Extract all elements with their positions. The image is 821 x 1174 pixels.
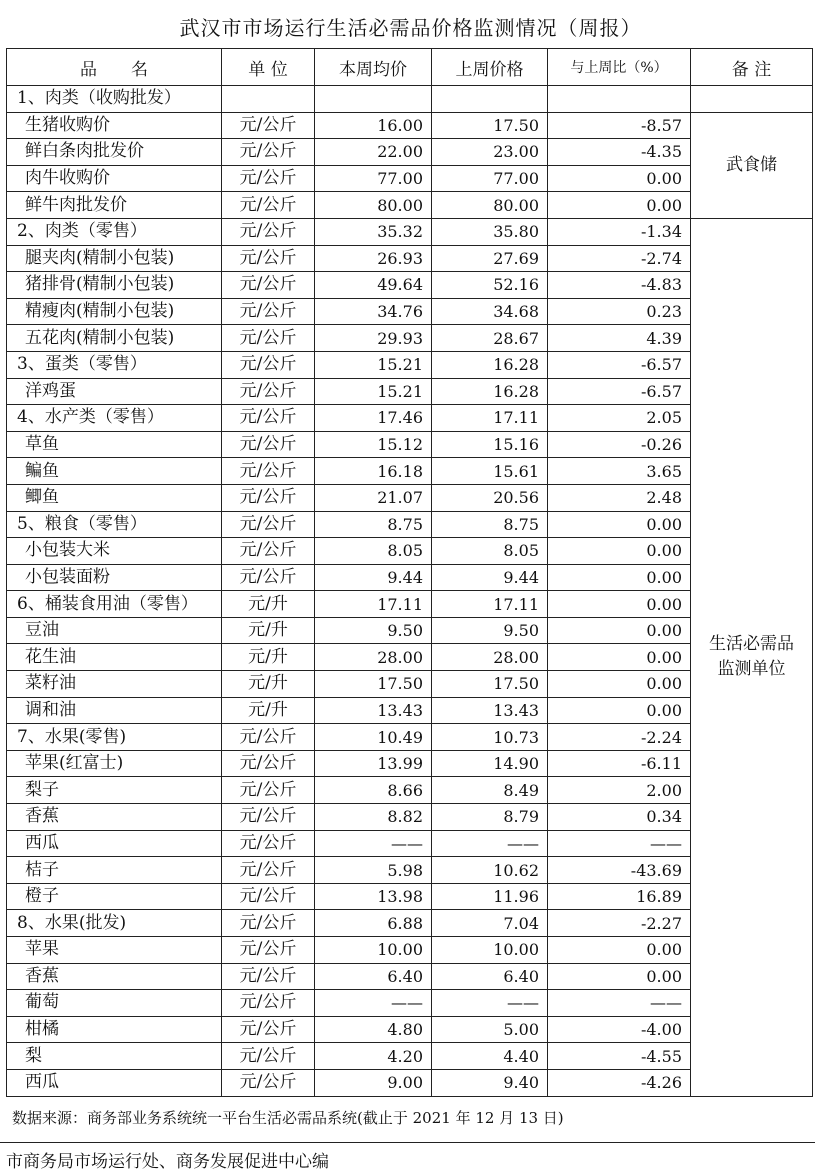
item-name: 洋鸡蛋 — [7, 378, 222, 405]
item-name: 菜籽油 — [7, 671, 222, 698]
item-current-price: 13.43 — [315, 697, 432, 724]
item-unit: 元/公斤 — [222, 750, 315, 777]
item-change-percent: —— — [548, 990, 691, 1017]
item-change-percent: 0.00 — [548, 617, 691, 644]
item-unit: 元/公斤 — [222, 830, 315, 857]
item-name: 精瘦肉(精制小包装) — [7, 298, 222, 325]
item-change-percent: 0.00 — [548, 192, 691, 219]
item-change-percent: 16.89 — [548, 883, 691, 910]
item-previous-price: 28.00 — [432, 644, 548, 671]
item-unit: 元/公斤 — [222, 351, 315, 378]
item-current-price: 17.11 — [315, 591, 432, 618]
item-change-percent: 0.00 — [548, 165, 691, 192]
item-name: 五花肉(精制小包装) — [7, 325, 222, 352]
item-change-percent: -1.34 — [548, 218, 691, 245]
item-name: 鲜白条肉批发价 — [7, 139, 222, 166]
item-previous-price: —— — [432, 990, 548, 1017]
item-current-price: 17.46 — [315, 405, 432, 432]
item-name: 腿夹肉(精制小包装) — [7, 245, 222, 272]
item-change-percent: -43.69 — [548, 857, 691, 884]
item-name: 肉牛收购价 — [7, 165, 222, 192]
item-current-price: 5.98 — [315, 857, 432, 884]
item-previous-price: 13.43 — [432, 697, 548, 724]
item-current-price: 80.00 — [315, 192, 432, 219]
item-previous-price: 27.69 — [432, 245, 548, 272]
item-name: 梨 — [7, 1043, 222, 1070]
item-unit: 元/公斤 — [222, 405, 315, 432]
item-change-percent: 0.00 — [548, 697, 691, 724]
item-previous-price: 6.40 — [432, 963, 548, 990]
item-current-price: —— — [315, 830, 432, 857]
item-current-price: 13.98 — [315, 883, 432, 910]
price-table — [6, 48, 813, 1097]
item-change-percent: -2.24 — [548, 724, 691, 751]
item-previous-price: 9.44 — [432, 564, 548, 591]
item-unit: 元/公斤 — [222, 883, 315, 910]
item-unit: 元/公斤 — [222, 564, 315, 591]
item-current-price: 35.32 — [315, 218, 432, 245]
item-previous-price: 80.00 — [432, 192, 548, 219]
item-unit: 元/公斤 — [222, 910, 315, 937]
item-unit: 元/公斤 — [222, 112, 315, 139]
item-current-price: 22.00 — [315, 139, 432, 166]
item-previous-price: 17.50 — [432, 112, 548, 139]
item-previous-price: 17.50 — [432, 671, 548, 698]
item-current-price: 15.21 — [315, 378, 432, 405]
item-previous-price: 20.56 — [432, 484, 548, 511]
item-current-price: 15.12 — [315, 431, 432, 458]
item-name: 豆油 — [7, 617, 222, 644]
item-current-price: 49.64 — [315, 272, 432, 299]
item-unit: 元/公斤 — [222, 511, 315, 538]
item-name: 梨子 — [7, 777, 222, 804]
item-unit: 元/公斤 — [222, 804, 315, 831]
item-name: 柑橘 — [7, 1016, 222, 1043]
item-current-price: 4.20 — [315, 1043, 432, 1070]
item-name: 西瓜 — [7, 1069, 222, 1096]
item-current-price: 8.75 — [315, 511, 432, 538]
item-unit: 元/升 — [222, 697, 315, 724]
report-title: 武汉市市场运行生活必需品价格监测情况（周报） — [179, 16, 642, 40]
item-name: 鳊鱼 — [7, 458, 222, 485]
item-name: 4、水产类（零售） — [7, 405, 222, 432]
item-current-price: 8.66 — [315, 777, 432, 804]
item-change-percent — [548, 86, 691, 113]
item-unit: 元/公斤 — [222, 937, 315, 964]
data-source-note: 数据来源：商务部业务系统统一平台生活必需品系统(截止于 2021 年 12 月 13 日) — [12, 1109, 564, 1127]
item-current-price: 29.93 — [315, 325, 432, 352]
item-previous-price: 8.05 — [432, 538, 548, 565]
item-unit: 元/公斤 — [222, 298, 315, 325]
note-wushichu: 武食储 — [691, 112, 813, 218]
item-unit: 元/公斤 — [222, 378, 315, 405]
item-previous-price: 16.28 — [432, 351, 548, 378]
item-name: 苹果(红富士) — [7, 750, 222, 777]
item-name: 8、水果(批发) — [7, 910, 222, 937]
item-previous-price: 34.68 — [432, 298, 548, 325]
item-previous-price: 8.79 — [432, 804, 548, 831]
table-header-row — [7, 49, 813, 86]
item-change-percent: 3.65 — [548, 458, 691, 485]
item-name: 西瓜 — [7, 830, 222, 857]
item-name: 3、蛋类（零售） — [7, 351, 222, 378]
item-previous-price: 7.04 — [432, 910, 548, 937]
item-current-price: 34.76 — [315, 298, 432, 325]
item-change-percent: -2.74 — [548, 245, 691, 272]
item-previous-price: 10.73 — [432, 724, 548, 751]
item-unit: 元/公斤 — [222, 963, 315, 990]
item-unit: 元/升 — [222, 617, 315, 644]
item-previous-price: 10.62 — [432, 857, 548, 884]
item-current-price: 4.80 — [315, 1016, 432, 1043]
item-change-percent: -4.83 — [548, 272, 691, 299]
note-monitoring-unit-line2: 监测单位 — [717, 659, 786, 680]
note-cell-empty — [691, 86, 813, 113]
item-current-price — [315, 86, 432, 113]
item-current-price: 9.50 — [315, 617, 432, 644]
item-current-price: —— — [315, 990, 432, 1017]
editor-note: 市商务局市场运行处、商务发展促进中心编 — [6, 1152, 329, 1172]
item-change-percent: 0.00 — [548, 591, 691, 618]
item-name: 调和油 — [7, 697, 222, 724]
item-current-price: 16.00 — [315, 112, 432, 139]
header-note: 备 注 — [691, 49, 813, 86]
item-previous-price: 28.67 — [432, 325, 548, 352]
item-current-price: 17.50 — [315, 671, 432, 698]
item-name: 香蕉 — [7, 804, 222, 831]
item-current-price: 8.82 — [315, 804, 432, 831]
item-unit: 元/升 — [222, 671, 315, 698]
item-name: 1、肉类（收购批发） — [7, 86, 222, 113]
item-current-price: 28.00 — [315, 644, 432, 671]
item-unit: 元/升 — [222, 591, 315, 618]
header-name: 品 名 — [7, 49, 222, 86]
item-current-price: 10.00 — [315, 937, 432, 964]
item-change-percent: -6.11 — [548, 750, 691, 777]
item-change-percent: 0.00 — [548, 538, 691, 565]
table-row — [7, 112, 813, 139]
item-change-percent: -6.57 — [548, 351, 691, 378]
header-change-percent: 与上周比（%） — [548, 49, 691, 86]
item-name: 7、水果(零售) — [7, 724, 222, 751]
item-name: 葡萄 — [7, 990, 222, 1017]
note-monitoring-unit-line1: 生活必需品 — [709, 634, 794, 655]
table-body — [7, 86, 813, 1097]
item-change-percent: 2.48 — [548, 484, 691, 511]
item-previous-price: 8.49 — [432, 777, 548, 804]
item-change-percent: 0.00 — [548, 511, 691, 538]
item-unit — [222, 86, 315, 113]
header-unit: 单 位 — [222, 49, 315, 86]
item-name: 花生油 — [7, 644, 222, 671]
item-change-percent: -2.27 — [548, 910, 691, 937]
item-current-price: 15.21 — [315, 351, 432, 378]
item-current-price: 8.05 — [315, 538, 432, 565]
item-current-price: 26.93 — [315, 245, 432, 272]
item-unit: 元/公斤 — [222, 857, 315, 884]
item-unit: 元/公斤 — [222, 165, 315, 192]
item-unit: 元/公斤 — [222, 1043, 315, 1070]
item-unit: 元/公斤 — [222, 538, 315, 565]
item-name: 香蕉 — [7, 963, 222, 990]
item-previous-price: 5.00 — [432, 1016, 548, 1043]
item-unit: 元/公斤 — [222, 139, 315, 166]
item-name: 鲫鱼 — [7, 484, 222, 511]
item-previous-price: 16.28 — [432, 378, 548, 405]
item-change-percent: -0.26 — [548, 431, 691, 458]
item-name: 橙子 — [7, 883, 222, 910]
item-change-percent: -4.55 — [548, 1043, 691, 1070]
item-current-price: 6.88 — [315, 910, 432, 937]
item-name: 小包装大米 — [7, 538, 222, 565]
item-change-percent: 0.00 — [548, 937, 691, 964]
item-current-price: 16.18 — [315, 458, 432, 485]
item-previous-price: 15.61 — [432, 458, 548, 485]
item-unit: 元/升 — [222, 644, 315, 671]
header-current-price: 本周均价 — [315, 49, 432, 86]
item-previous-price — [432, 86, 548, 113]
table-row — [7, 86, 813, 113]
item-name: 猪排骨(精制小包装) — [7, 272, 222, 299]
item-previous-price: 35.80 — [432, 218, 548, 245]
item-previous-price: 77.00 — [432, 165, 548, 192]
table-row — [7, 218, 813, 245]
item-unit: 元/公斤 — [222, 1069, 315, 1096]
item-previous-price: 17.11 — [432, 591, 548, 618]
item-unit: 元/公斤 — [222, 777, 315, 804]
item-previous-price: 8.75 — [432, 511, 548, 538]
item-unit: 元/公斤 — [222, 192, 315, 219]
item-previous-price: 11.96 — [432, 883, 548, 910]
item-change-percent: 0.00 — [548, 963, 691, 990]
item-name: 5、粮食（零售） — [7, 511, 222, 538]
item-current-price: 13.99 — [315, 750, 432, 777]
item-previous-price: 17.11 — [432, 405, 548, 432]
item-name: 鲜牛肉批发价 — [7, 192, 222, 219]
item-previous-price: 4.40 — [432, 1043, 548, 1070]
item-current-price: 10.49 — [315, 724, 432, 751]
item-change-percent: 0.00 — [548, 564, 691, 591]
item-previous-price: 10.00 — [432, 937, 548, 964]
item-previous-price: 52.16 — [432, 272, 548, 299]
item-previous-price: 14.90 — [432, 750, 548, 777]
footer-divider — [0, 1142, 815, 1143]
item-current-price: 21.07 — [315, 484, 432, 511]
item-change-percent: -4.35 — [548, 139, 691, 166]
item-change-percent: 2.00 — [548, 777, 691, 804]
item-unit: 元/公斤 — [222, 272, 315, 299]
item-name: 6、桶装食用油（零售） — [7, 591, 222, 618]
item-change-percent: 0.34 — [548, 804, 691, 831]
item-unit: 元/公斤 — [222, 458, 315, 485]
item-change-percent: -8.57 — [548, 112, 691, 139]
item-change-percent: —— — [548, 830, 691, 857]
item-unit: 元/公斤 — [222, 724, 315, 751]
item-current-price: 6.40 — [315, 963, 432, 990]
item-name: 草鱼 — [7, 431, 222, 458]
item-previous-price: 15.16 — [432, 431, 548, 458]
item-change-percent: 0.00 — [548, 671, 691, 698]
item-name: 小包装面粉 — [7, 564, 222, 591]
item-change-percent: 0.00 — [548, 644, 691, 671]
item-previous-price: 9.50 — [432, 617, 548, 644]
item-change-percent: 4.39 — [548, 325, 691, 352]
note-monitoring-unit — [691, 218, 813, 1096]
item-change-percent: -6.57 — [548, 378, 691, 405]
item-name: 苹果 — [7, 937, 222, 964]
item-unit: 元/公斤 — [222, 1016, 315, 1043]
item-name: 生猪收购价 — [7, 112, 222, 139]
item-unit: 元/公斤 — [222, 325, 315, 352]
item-current-price: 9.00 — [315, 1069, 432, 1096]
item-previous-price: 9.40 — [432, 1069, 548, 1096]
item-change-percent: -4.00 — [548, 1016, 691, 1043]
item-current-price: 77.00 — [315, 165, 432, 192]
item-unit: 元/公斤 — [222, 990, 315, 1017]
item-previous-price: —— — [432, 830, 548, 857]
header-previous-price: 上周价格 — [432, 49, 548, 86]
item-change-percent: 2.05 — [548, 405, 691, 432]
item-unit: 元/公斤 — [222, 245, 315, 272]
item-change-percent: -4.26 — [548, 1069, 691, 1096]
item-name: 桔子 — [7, 857, 222, 884]
item-change-percent: 0.23 — [548, 298, 691, 325]
item-previous-price: 23.00 — [432, 139, 548, 166]
item-name: 2、肉类（零售） — [7, 218, 222, 245]
item-unit: 元/公斤 — [222, 484, 315, 511]
item-unit: 元/公斤 — [222, 431, 315, 458]
item-unit: 元/公斤 — [222, 218, 315, 245]
item-current-price: 9.44 — [315, 564, 432, 591]
